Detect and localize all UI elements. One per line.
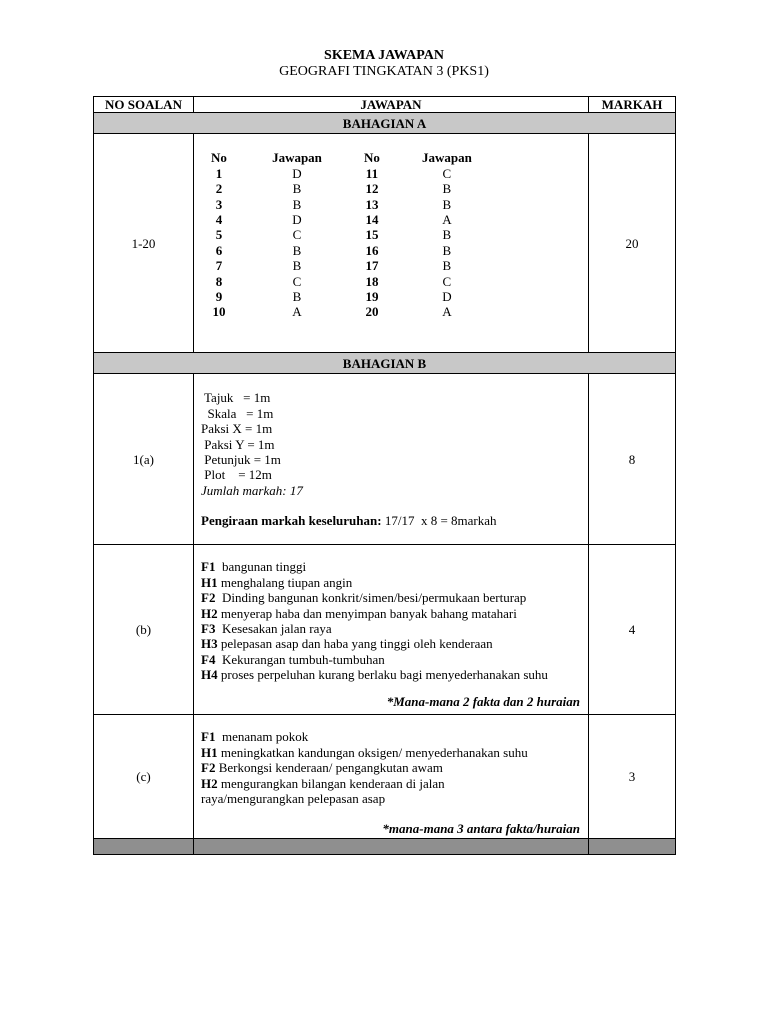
calculation-label: Pengiraan markah keseluruhan: (201, 513, 382, 529)
answer-scheme-table (93, 96, 676, 855)
fact-line (201, 621, 588, 636)
section-b-label: BAHAGIAN B (94, 353, 676, 374)
mcq-answer: A (442, 304, 452, 320)
section-a-row (94, 113, 676, 134)
mcq-header-row (208, 150, 514, 165)
criteria-line: Skala = 1m (201, 405, 274, 421)
table-row-1b (94, 545, 676, 715)
section-a-label: BAHAGIAN A (94, 113, 676, 134)
item-text: meningkatkan kandungan oksigen/ menyederhanakan suhu (217, 744, 528, 760)
item-text: mengurangkan bilangan kenderaan di jalan (217, 775, 445, 791)
mcq-number: 8 (215, 273, 223, 289)
mcq-row (208, 166, 514, 181)
fact-line (201, 590, 588, 605)
mcq-number: 2 (215, 181, 223, 197)
mcq-answer: D (442, 289, 452, 305)
mcq-number: 15 (365, 227, 379, 243)
mcq-number: 13 (365, 196, 379, 212)
item-code: F2 (201, 760, 216, 776)
table-row-1a (94, 374, 676, 545)
mcq-row (208, 227, 514, 242)
fact-line (201, 745, 588, 760)
mark-value: 4 (589, 545, 676, 715)
mcq-answer-grid (208, 150, 514, 319)
mark-value: 8 (589, 374, 676, 545)
mark-value: 20 (589, 134, 676, 353)
mcq-row (208, 212, 514, 227)
selection-note: *Mana-mana 2 fakta dan 2 huraian (386, 693, 580, 709)
mcq-row (208, 289, 514, 304)
mcq-number: 4 (215, 212, 223, 228)
mcq-answer-cell (194, 134, 589, 353)
mcq-answer: B (292, 181, 302, 197)
item-code: F2 (201, 590, 216, 606)
item-code: H2 (201, 775, 218, 791)
answer-cell (194, 374, 589, 545)
mcq-number: 1 (215, 165, 223, 181)
table-row-1c (94, 715, 676, 839)
mcq-row (208, 181, 514, 196)
table-footer-row (94, 839, 676, 855)
mcq-answer: B (442, 227, 452, 243)
mcq-number: 16 (365, 242, 379, 258)
mcq-row (208, 274, 514, 289)
fact-explanation-list (201, 729, 588, 791)
header-markah: MARKAH (589, 97, 676, 113)
document-title: SKEMA JAWAPAN (324, 48, 444, 63)
header-jawapan: JAWAPAN (194, 97, 589, 113)
item-code: F3 (201, 621, 216, 637)
fact-line (201, 575, 588, 590)
mcq-row (208, 197, 514, 212)
mcq-answer: D (292, 212, 302, 228)
mcq-answer: C (292, 273, 302, 289)
document-subtitle: GEOGRAFI TINGKATAN 3 (PKS1) (279, 64, 489, 79)
item-code: H1 (201, 744, 218, 760)
mcq-row (208, 258, 514, 273)
fact-explanation-list (201, 559, 588, 682)
footer-cell (94, 839, 194, 855)
table-row-mcq (94, 134, 676, 353)
mcq-number: 7 (215, 258, 223, 274)
criteria-line: Petunjuk = 1m (201, 451, 281, 467)
mcq-col-jawapan: Jawapan (272, 150, 322, 166)
item-text: bangunan tinggi (215, 559, 307, 575)
question-number: (c) (94, 715, 194, 839)
item-code: H2 (201, 605, 218, 621)
fact-line (201, 760, 588, 775)
criteria-line: Plot = 12m (201, 467, 272, 483)
item-text: pelepasan asap dan haba yang tinggi oleh kenderaan (217, 636, 493, 652)
mcq-number: 10 (212, 304, 226, 320)
mcq-number: 3 (215, 196, 223, 212)
item-code: H1 (201, 574, 218, 590)
item-text: menanam pokok (215, 729, 309, 745)
question-number: 1-20 (94, 134, 194, 353)
mcq-number: 20 (365, 304, 379, 320)
mcq-answer: B (292, 196, 302, 212)
mcq-answer: B (292, 242, 302, 258)
selection-note: *mana-mana 3 antara fakta/huraian (382, 821, 580, 837)
footer-cell (589, 839, 676, 855)
mcq-number: 17 (365, 258, 379, 274)
item-code: H4 (201, 667, 218, 683)
mcq-answer: D (292, 165, 302, 181)
mcq-number: 11 (365, 165, 379, 181)
item-code: F1 (201, 729, 216, 745)
item-text: Kesesakan jalan raya (215, 621, 332, 637)
mcq-answer: B (442, 242, 452, 258)
mcq-number: 19 (365, 289, 379, 305)
item-text: Dinding bangunan konkrit/simen/besi/permukaan berturap (215, 590, 527, 606)
mcq-answer: A (442, 212, 452, 228)
calculation-value: 17/17 x 8 = 8markah (381, 513, 497, 529)
mcq-answer: C (442, 273, 452, 289)
fact-line (201, 652, 588, 667)
item-text: menyerap haba dan menyimpan banyak bahang matahari (217, 605, 517, 621)
fact-line (201, 559, 588, 574)
mcq-answer: B (442, 181, 452, 197)
fact-line (201, 606, 588, 621)
header-no-soalan: NO SOALAN (94, 97, 194, 113)
section-b-row (94, 353, 676, 374)
overall-calculation (201, 513, 588, 528)
fact-line (201, 636, 588, 651)
mcq-col-jawapan-2: Jawapan (421, 150, 472, 166)
item-text: Kekurangan tumbuh-tumbuhan (215, 651, 385, 667)
fact-line (201, 729, 588, 744)
table-header-row (94, 97, 676, 113)
mcq-number: 6 (215, 242, 223, 258)
mcq-col-no: No (211, 150, 227, 166)
criteria-line: Tajuk = 1m (201, 390, 271, 406)
answer-cell (194, 545, 589, 715)
mcq-answer: C (292, 227, 302, 243)
criteria-list (201, 390, 588, 482)
question-number: (b) (94, 545, 194, 715)
mcq-number: 18 (365, 273, 379, 289)
fact-line (201, 667, 588, 682)
item-text: Berkongsi kenderaan/ pengangkutan awam (215, 760, 443, 776)
item-text: menghalang tiupan angin (217, 574, 353, 590)
item-text: proses perpeluhan kurang berlaku bagi menyederhanakan suhu (217, 667, 548, 683)
criteria-line: Paksi X = 1m (201, 421, 273, 437)
mcq-number: 9 (215, 289, 223, 305)
item-code: F1 (201, 559, 216, 575)
mcq-number: 12 (365, 181, 379, 197)
mcq-answer: B (292, 258, 302, 274)
total-marks-text: Jumlah markah: 17 (201, 482, 303, 498)
question-number: 1(a) (94, 374, 194, 545)
mcq-answer: C (442, 165, 452, 181)
item-code: F4 (201, 651, 216, 667)
footer-cell (194, 839, 589, 855)
answer-cell (194, 715, 589, 839)
mcq-answer: A (292, 304, 302, 320)
mcq-row (208, 304, 514, 319)
mcq-number: 14 (365, 212, 379, 228)
item-code: H3 (201, 636, 218, 652)
mcq-answer: B (442, 258, 452, 274)
fact-line (201, 776, 588, 791)
mark-value: 3 (589, 715, 676, 839)
mcq-answer: B (292, 289, 302, 305)
answer-continuation: raya/mengurangkan pelepasan asap (201, 791, 386, 807)
mcq-row (208, 243, 514, 258)
mcq-number: 5 (215, 227, 223, 243)
mcq-col-no-2: No (364, 150, 380, 166)
mcq-answer: B (442, 196, 452, 212)
criteria-line: Paksi Y = 1m (201, 436, 275, 452)
